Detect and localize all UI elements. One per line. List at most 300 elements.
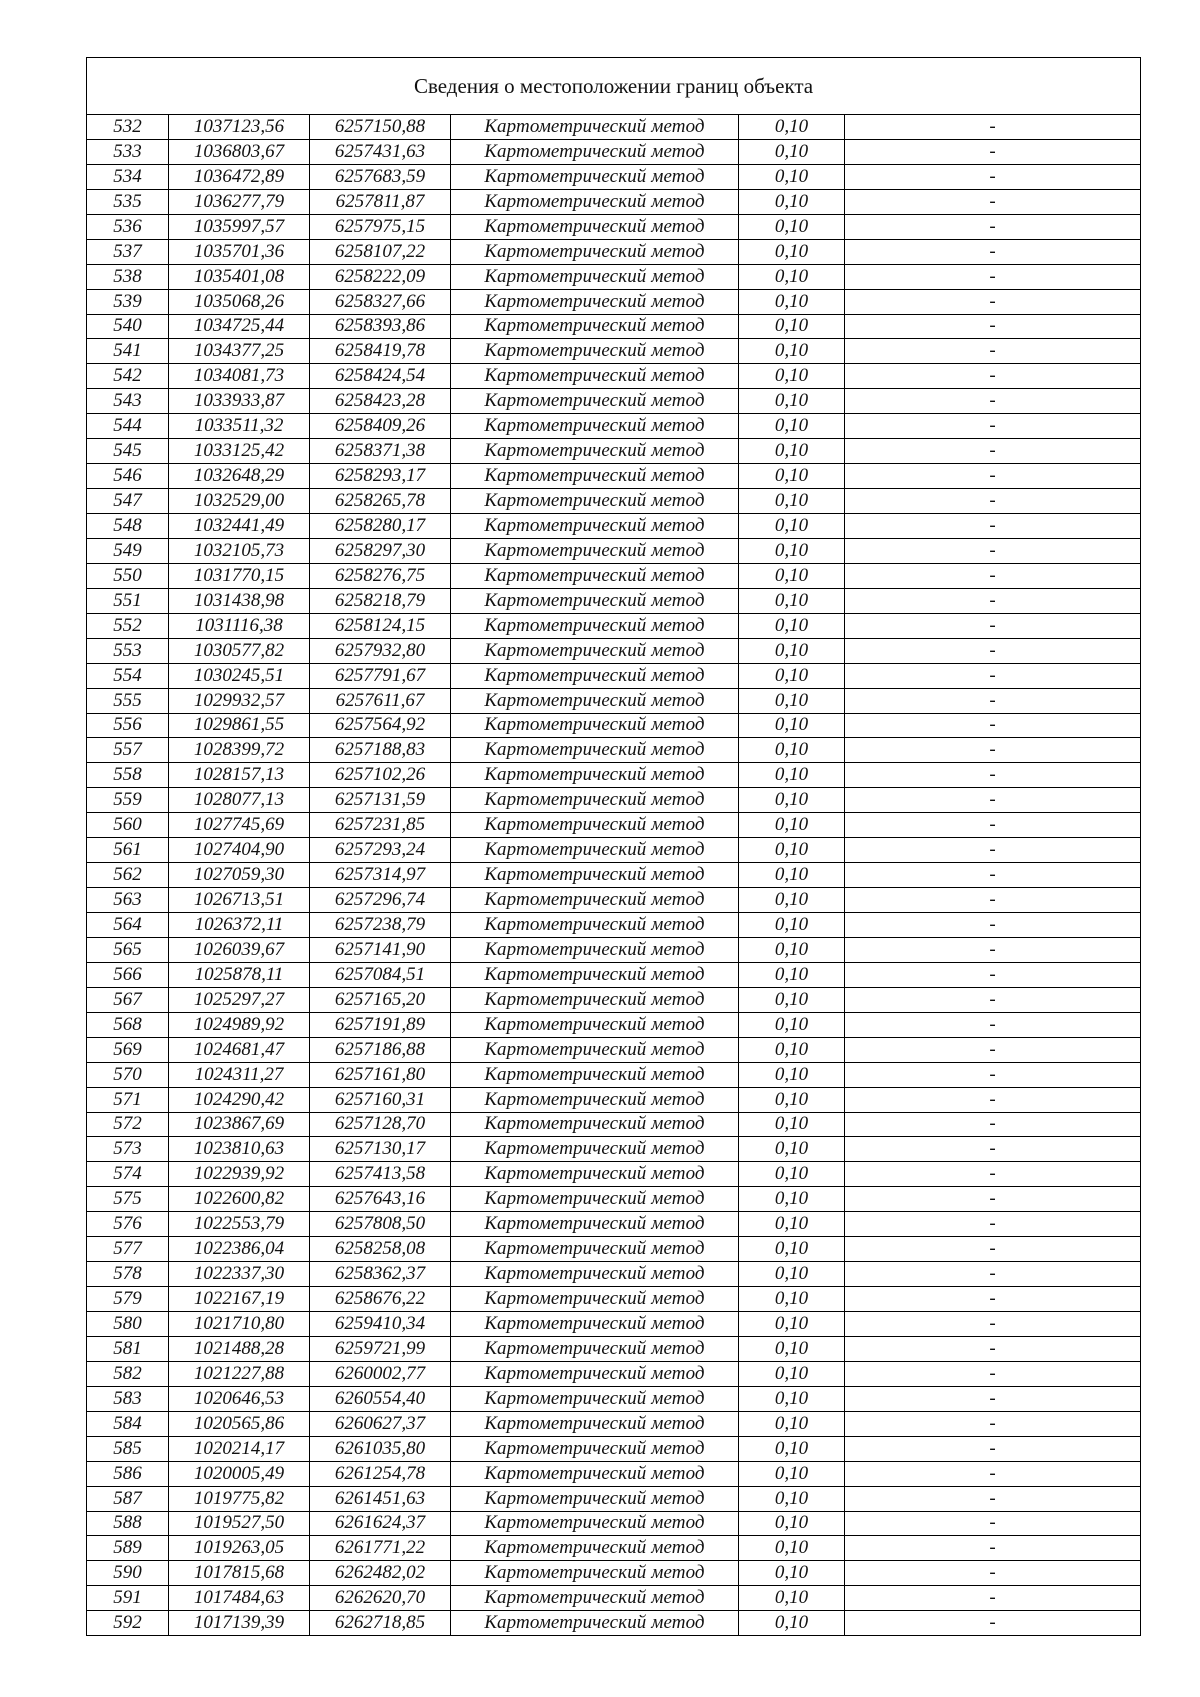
y-coordinate-cell: 6258423,28 xyxy=(310,389,451,414)
y-coordinate-cell: 6257160,31 xyxy=(310,1087,451,1112)
x-coordinate-cell: 1037123,56 xyxy=(169,115,310,140)
description-cell: - xyxy=(845,1237,1141,1262)
x-coordinate-cell: 1026039,67 xyxy=(169,937,310,962)
point-number-cell: 590 xyxy=(87,1561,169,1586)
point-number-cell: 584 xyxy=(87,1411,169,1436)
y-coordinate-cell: 6258362,37 xyxy=(310,1262,451,1287)
table-row xyxy=(87,987,1141,1012)
y-coordinate-cell: 6257238,79 xyxy=(310,913,451,938)
point-number-cell: 533 xyxy=(87,139,169,164)
method-cell: Картометрический метод xyxy=(451,314,739,339)
table-row xyxy=(87,389,1141,414)
x-coordinate-cell: 1022337,30 xyxy=(169,1262,310,1287)
y-coordinate-cell: 6257161,80 xyxy=(310,1062,451,1087)
accuracy-cell: 0,10 xyxy=(739,638,845,663)
point-number-cell: 585 xyxy=(87,1436,169,1461)
table-body xyxy=(87,115,1141,1636)
method-cell: Картометрический метод xyxy=(451,1536,739,1561)
description-cell: - xyxy=(845,1012,1141,1037)
y-coordinate-cell: 6262482,02 xyxy=(310,1561,451,1586)
y-coordinate-cell: 6257611,67 xyxy=(310,688,451,713)
description-cell: - xyxy=(845,1336,1141,1361)
accuracy-cell: 0,10 xyxy=(739,1361,845,1386)
accuracy-cell: 0,10 xyxy=(739,1112,845,1137)
y-coordinate-cell: 6261254,78 xyxy=(310,1461,451,1486)
x-coordinate-cell: 1036277,79 xyxy=(169,189,310,214)
method-cell: Картометрический метод xyxy=(451,738,739,763)
x-coordinate-cell: 1024989,92 xyxy=(169,1012,310,1037)
x-coordinate-cell: 1033511,32 xyxy=(169,414,310,439)
method-cell: Картометрический метод xyxy=(451,289,739,314)
y-coordinate-cell: 6257130,17 xyxy=(310,1137,451,1162)
table-row xyxy=(87,1436,1141,1461)
y-coordinate-cell: 6257084,51 xyxy=(310,962,451,987)
accuracy-cell: 0,10 xyxy=(739,239,845,264)
x-coordinate-cell: 1021488,28 xyxy=(169,1336,310,1361)
method-cell: Картометрический метод xyxy=(451,713,739,738)
table-title-row xyxy=(87,58,1141,115)
y-coordinate-cell: 6258293,17 xyxy=(310,464,451,489)
y-coordinate-cell: 6257643,16 xyxy=(310,1187,451,1212)
table-row xyxy=(87,888,1141,913)
method-cell: Картометрический метод xyxy=(451,339,739,364)
y-coordinate-cell: 6257231,85 xyxy=(310,813,451,838)
description-cell: - xyxy=(845,1561,1141,1586)
method-cell: Картометрический метод xyxy=(451,663,739,688)
x-coordinate-cell: 1022553,79 xyxy=(169,1212,310,1237)
point-number-cell: 588 xyxy=(87,1511,169,1536)
x-coordinate-cell: 1024681,47 xyxy=(169,1037,310,1062)
x-coordinate-cell: 1017139,39 xyxy=(169,1611,310,1636)
method-cell: Картометрический метод xyxy=(451,788,739,813)
point-number-cell: 542 xyxy=(87,364,169,389)
accuracy-cell: 0,10 xyxy=(739,1187,845,1212)
point-number-cell: 555 xyxy=(87,688,169,713)
y-coordinate-cell: 6258409,26 xyxy=(310,414,451,439)
description-cell: - xyxy=(845,1212,1141,1237)
point-number-cell: 544 xyxy=(87,414,169,439)
x-coordinate-cell: 1026713,51 xyxy=(169,888,310,913)
y-coordinate-cell: 6262718,85 xyxy=(310,1611,451,1636)
x-coordinate-cell: 1023867,69 xyxy=(169,1112,310,1137)
x-coordinate-cell: 1025297,27 xyxy=(169,987,310,1012)
description-cell: - xyxy=(845,563,1141,588)
method-cell: Картометрический метод xyxy=(451,888,739,913)
x-coordinate-cell: 1020646,53 xyxy=(169,1386,310,1411)
method-cell: Картометрический метод xyxy=(451,1062,739,1087)
table-row xyxy=(87,1411,1141,1436)
table-row xyxy=(87,1037,1141,1062)
accuracy-cell: 0,10 xyxy=(739,1087,845,1112)
table-row xyxy=(87,1212,1141,1237)
accuracy-cell: 0,10 xyxy=(739,1436,845,1461)
y-coordinate-cell: 6258371,38 xyxy=(310,439,451,464)
point-number-cell: 569 xyxy=(87,1037,169,1062)
y-coordinate-cell: 6260627,37 xyxy=(310,1411,451,1436)
accuracy-cell: 0,10 xyxy=(739,987,845,1012)
table-row xyxy=(87,464,1141,489)
table-row xyxy=(87,1486,1141,1511)
x-coordinate-cell: 1021227,88 xyxy=(169,1361,310,1386)
accuracy-cell: 0,10 xyxy=(739,1287,845,1312)
point-number-cell: 558 xyxy=(87,763,169,788)
point-number-cell: 572 xyxy=(87,1112,169,1137)
y-coordinate-cell: 6257296,74 xyxy=(310,888,451,913)
accuracy-cell: 0,10 xyxy=(739,1561,845,1586)
method-cell: Картометрический метод xyxy=(451,115,739,140)
table-row xyxy=(87,937,1141,962)
accuracy-cell: 0,10 xyxy=(739,688,845,713)
y-coordinate-cell: 6260002,77 xyxy=(310,1361,451,1386)
point-number-cell: 536 xyxy=(87,214,169,239)
description-cell: - xyxy=(845,1187,1141,1212)
description-cell: - xyxy=(845,389,1141,414)
point-number-cell: 537 xyxy=(87,239,169,264)
y-coordinate-cell: 6259721,99 xyxy=(310,1336,451,1361)
method-cell: Картометрический метод xyxy=(451,1312,739,1337)
accuracy-cell: 0,10 xyxy=(739,962,845,987)
description-cell: - xyxy=(845,464,1141,489)
point-number-cell: 538 xyxy=(87,264,169,289)
description-cell: - xyxy=(845,1361,1141,1386)
description-cell: - xyxy=(845,139,1141,164)
y-coordinate-cell: 6258107,22 xyxy=(310,239,451,264)
x-coordinate-cell: 1019775,82 xyxy=(169,1486,310,1511)
accuracy-cell: 0,10 xyxy=(739,489,845,514)
table-row xyxy=(87,289,1141,314)
description-cell: - xyxy=(845,1112,1141,1137)
method-cell: Картометрический метод xyxy=(451,1087,739,1112)
accuracy-cell: 0,10 xyxy=(739,1037,845,1062)
x-coordinate-cell: 1021710,80 xyxy=(169,1312,310,1337)
y-coordinate-cell: 6257932,80 xyxy=(310,638,451,663)
description-cell: - xyxy=(845,489,1141,514)
point-number-cell: 534 xyxy=(87,164,169,189)
x-coordinate-cell: 1022167,19 xyxy=(169,1287,310,1312)
point-number-cell: 546 xyxy=(87,464,169,489)
x-coordinate-cell: 1020214,17 xyxy=(169,1436,310,1461)
accuracy-cell: 0,10 xyxy=(739,389,845,414)
y-coordinate-cell: 6257683,59 xyxy=(310,164,451,189)
point-number-cell: 565 xyxy=(87,937,169,962)
accuracy-cell: 0,10 xyxy=(739,364,845,389)
x-coordinate-cell: 1033125,42 xyxy=(169,439,310,464)
table-row xyxy=(87,1336,1141,1361)
point-number-cell: 592 xyxy=(87,1611,169,1636)
table-row xyxy=(87,838,1141,863)
y-coordinate-cell: 6258676,22 xyxy=(310,1287,451,1312)
y-coordinate-cell: 6258393,86 xyxy=(310,314,451,339)
point-number-cell: 560 xyxy=(87,813,169,838)
point-number-cell: 557 xyxy=(87,738,169,763)
method-cell: Картометрический метод xyxy=(451,688,739,713)
table-row xyxy=(87,1561,1141,1586)
table-row xyxy=(87,1312,1141,1337)
y-coordinate-cell: 6262620,70 xyxy=(310,1586,451,1611)
point-number-cell: 563 xyxy=(87,888,169,913)
y-coordinate-cell: 6258276,75 xyxy=(310,563,451,588)
table-row xyxy=(87,214,1141,239)
accuracy-cell: 0,10 xyxy=(739,1062,845,1087)
y-coordinate-cell: 6258218,79 xyxy=(310,588,451,613)
y-coordinate-cell: 6257564,92 xyxy=(310,713,451,738)
description-cell: - xyxy=(845,164,1141,189)
x-coordinate-cell: 1028157,13 xyxy=(169,763,310,788)
accuracy-cell: 0,10 xyxy=(739,588,845,613)
point-number-cell: 564 xyxy=(87,913,169,938)
method-cell: Картометрический метод xyxy=(451,1461,739,1486)
method-cell: Картометрический метод xyxy=(451,1037,739,1062)
description-cell: - xyxy=(845,1386,1141,1411)
description-cell: - xyxy=(845,863,1141,888)
point-number-cell: 551 xyxy=(87,588,169,613)
y-coordinate-cell: 6258265,78 xyxy=(310,489,451,514)
description-cell: - xyxy=(845,1461,1141,1486)
point-number-cell: 539 xyxy=(87,289,169,314)
x-coordinate-cell: 1032441,49 xyxy=(169,514,310,539)
table-row xyxy=(87,688,1141,713)
y-coordinate-cell: 6257131,59 xyxy=(310,788,451,813)
x-coordinate-cell: 1035997,57 xyxy=(169,214,310,239)
point-number-cell: 547 xyxy=(87,489,169,514)
table-row xyxy=(87,1461,1141,1486)
accuracy-cell: 0,10 xyxy=(739,563,845,588)
point-number-cell: 570 xyxy=(87,1062,169,1087)
description-cell: - xyxy=(845,913,1141,938)
y-coordinate-cell: 6257165,20 xyxy=(310,987,451,1012)
accuracy-cell: 0,10 xyxy=(739,414,845,439)
point-number-cell: 549 xyxy=(87,538,169,563)
y-coordinate-cell: 6258327,66 xyxy=(310,289,451,314)
description-cell: - xyxy=(845,763,1141,788)
description-cell: - xyxy=(845,1137,1141,1162)
table-row xyxy=(87,763,1141,788)
description-cell: - xyxy=(845,189,1141,214)
x-coordinate-cell: 1028077,13 xyxy=(169,788,310,813)
point-number-cell: 573 xyxy=(87,1137,169,1162)
method-cell: Картометрический метод xyxy=(451,164,739,189)
x-coordinate-cell: 1023810,63 xyxy=(169,1137,310,1162)
accuracy-cell: 0,10 xyxy=(739,1386,845,1411)
y-coordinate-cell: 6257791,67 xyxy=(310,663,451,688)
table-row xyxy=(87,239,1141,264)
point-number-cell: 575 xyxy=(87,1187,169,1212)
x-coordinate-cell: 1036472,89 xyxy=(169,164,310,189)
x-coordinate-cell: 1034725,44 xyxy=(169,314,310,339)
point-number-cell: 581 xyxy=(87,1336,169,1361)
y-coordinate-cell: 6258424,54 xyxy=(310,364,451,389)
accuracy-cell: 0,10 xyxy=(739,937,845,962)
description-cell: - xyxy=(845,538,1141,563)
description-cell: - xyxy=(845,663,1141,688)
accuracy-cell: 0,10 xyxy=(739,1461,845,1486)
method-cell: Картометрический метод xyxy=(451,1187,739,1212)
description-cell: - xyxy=(845,813,1141,838)
description-cell: - xyxy=(845,1611,1141,1636)
x-coordinate-cell: 1017815,68 xyxy=(169,1561,310,1586)
point-number-cell: 532 xyxy=(87,115,169,140)
y-coordinate-cell: 6257188,83 xyxy=(310,738,451,763)
accuracy-cell: 0,10 xyxy=(739,314,845,339)
description-cell: - xyxy=(845,264,1141,289)
boundary-coordinates-table xyxy=(86,57,1141,1636)
description-cell: - xyxy=(845,1037,1141,1062)
point-number-cell: 583 xyxy=(87,1386,169,1411)
y-coordinate-cell: 6257293,24 xyxy=(310,838,451,863)
description-cell: - xyxy=(845,838,1141,863)
table-row xyxy=(87,1062,1141,1087)
x-coordinate-cell: 1034081,73 xyxy=(169,364,310,389)
point-number-cell: 587 xyxy=(87,1486,169,1511)
x-coordinate-cell: 1024290,42 xyxy=(169,1087,310,1112)
accuracy-cell: 0,10 xyxy=(739,788,845,813)
accuracy-cell: 0,10 xyxy=(739,115,845,140)
method-cell: Картометрический метод xyxy=(451,913,739,938)
accuracy-cell: 0,10 xyxy=(739,1411,845,1436)
table-row xyxy=(87,1586,1141,1611)
x-coordinate-cell: 1027404,90 xyxy=(169,838,310,863)
y-coordinate-cell: 6258222,09 xyxy=(310,264,451,289)
table-row xyxy=(87,962,1141,987)
description-cell: - xyxy=(845,638,1141,663)
table-row xyxy=(87,588,1141,613)
point-number-cell: 582 xyxy=(87,1361,169,1386)
accuracy-cell: 0,10 xyxy=(739,1262,845,1287)
table-row xyxy=(87,264,1141,289)
method-cell: Картометрический метод xyxy=(451,1411,739,1436)
method-cell: Картометрический метод xyxy=(451,638,739,663)
y-coordinate-cell: 6259410,34 xyxy=(310,1312,451,1337)
method-cell: Картометрический метод xyxy=(451,1511,739,1536)
accuracy-cell: 0,10 xyxy=(739,863,845,888)
accuracy-cell: 0,10 xyxy=(739,189,845,214)
description-cell: - xyxy=(845,1586,1141,1611)
x-coordinate-cell: 1022386,04 xyxy=(169,1237,310,1262)
x-coordinate-cell: 1032529,00 xyxy=(169,489,310,514)
description-cell: - xyxy=(845,364,1141,389)
table-row xyxy=(87,364,1141,389)
method-cell: Картометрический метод xyxy=(451,1262,739,1287)
accuracy-cell: 0,10 xyxy=(739,838,845,863)
accuracy-cell: 0,10 xyxy=(739,1312,845,1337)
table-row xyxy=(87,1511,1141,1536)
description-cell: - xyxy=(845,439,1141,464)
table-row xyxy=(87,863,1141,888)
table-row xyxy=(87,713,1141,738)
point-number-cell: 540 xyxy=(87,314,169,339)
accuracy-cell: 0,10 xyxy=(739,289,845,314)
method-cell: Картометрический метод xyxy=(451,1012,739,1037)
point-number-cell: 577 xyxy=(87,1237,169,1262)
y-coordinate-cell: 6260554,40 xyxy=(310,1386,451,1411)
y-coordinate-cell: 6257186,88 xyxy=(310,1037,451,1062)
table-row xyxy=(87,1361,1141,1386)
description-cell: - xyxy=(845,1486,1141,1511)
table-row xyxy=(87,613,1141,638)
point-number-cell: 571 xyxy=(87,1087,169,1112)
method-cell: Картометрический метод xyxy=(451,613,739,638)
table-row xyxy=(87,1536,1141,1561)
point-number-cell: 578 xyxy=(87,1262,169,1287)
table-row xyxy=(87,1162,1141,1187)
point-number-cell: 535 xyxy=(87,189,169,214)
accuracy-cell: 0,10 xyxy=(739,1486,845,1511)
method-cell: Картометрический метод xyxy=(451,1137,739,1162)
table-row xyxy=(87,1012,1141,1037)
y-coordinate-cell: 6261771,22 xyxy=(310,1536,451,1561)
table-row xyxy=(87,189,1141,214)
method-cell: Картометрический метод xyxy=(451,414,739,439)
point-number-cell: 552 xyxy=(87,613,169,638)
x-coordinate-cell: 1020565,86 xyxy=(169,1411,310,1436)
table-row xyxy=(87,414,1141,439)
method-cell: Картометрический метод xyxy=(451,1586,739,1611)
accuracy-cell: 0,10 xyxy=(739,164,845,189)
x-coordinate-cell: 1031116,38 xyxy=(169,613,310,638)
method-cell: Картометрический метод xyxy=(451,464,739,489)
description-cell: - xyxy=(845,1411,1141,1436)
point-number-cell: 550 xyxy=(87,563,169,588)
accuracy-cell: 0,10 xyxy=(739,1137,845,1162)
x-coordinate-cell: 1035701,36 xyxy=(169,239,310,264)
accuracy-cell: 0,10 xyxy=(739,888,845,913)
accuracy-cell: 0,10 xyxy=(739,464,845,489)
x-coordinate-cell: 1032648,29 xyxy=(169,464,310,489)
x-coordinate-cell: 1022939,92 xyxy=(169,1162,310,1187)
accuracy-cell: 0,10 xyxy=(739,339,845,364)
y-coordinate-cell: 6257431,63 xyxy=(310,139,451,164)
description-cell: - xyxy=(845,115,1141,140)
y-coordinate-cell: 6258419,78 xyxy=(310,339,451,364)
x-coordinate-cell: 1029932,57 xyxy=(169,688,310,713)
method-cell: Картометрический метод xyxy=(451,1611,739,1636)
method-cell: Картометрический метод xyxy=(451,863,739,888)
table-row xyxy=(87,164,1141,189)
table-row xyxy=(87,1262,1141,1287)
x-coordinate-cell: 1019263,05 xyxy=(169,1536,310,1561)
accuracy-cell: 0,10 xyxy=(739,214,845,239)
method-cell: Картометрический метод xyxy=(451,214,739,239)
point-number-cell: 562 xyxy=(87,863,169,888)
accuracy-cell: 0,10 xyxy=(739,713,845,738)
method-cell: Картометрический метод xyxy=(451,1486,739,1511)
y-coordinate-cell: 6257141,90 xyxy=(310,937,451,962)
method-cell: Картометрический метод xyxy=(451,264,739,289)
table-row xyxy=(87,1112,1141,1137)
description-cell: - xyxy=(845,987,1141,1012)
accuracy-cell: 0,10 xyxy=(739,1012,845,1037)
description-cell: - xyxy=(845,1312,1141,1337)
method-cell: Картометрический метод xyxy=(451,1287,739,1312)
description-cell: - xyxy=(845,738,1141,763)
accuracy-cell: 0,10 xyxy=(739,613,845,638)
y-coordinate-cell: 6258280,17 xyxy=(310,514,451,539)
y-coordinate-cell: 6258258,08 xyxy=(310,1237,451,1262)
table-row xyxy=(87,788,1141,813)
point-number-cell: 580 xyxy=(87,1312,169,1337)
description-cell: - xyxy=(845,214,1141,239)
description-cell: - xyxy=(845,239,1141,264)
point-number-cell: 586 xyxy=(87,1461,169,1486)
method-cell: Картометрический метод xyxy=(451,813,739,838)
y-coordinate-cell: 6257191,89 xyxy=(310,1012,451,1037)
method-cell: Картометрический метод xyxy=(451,1336,739,1361)
accuracy-cell: 0,10 xyxy=(739,1586,845,1611)
y-coordinate-cell: 6257811,87 xyxy=(310,189,451,214)
accuracy-cell: 0,10 xyxy=(739,514,845,539)
point-number-cell: 576 xyxy=(87,1212,169,1237)
point-number-cell: 574 xyxy=(87,1162,169,1187)
